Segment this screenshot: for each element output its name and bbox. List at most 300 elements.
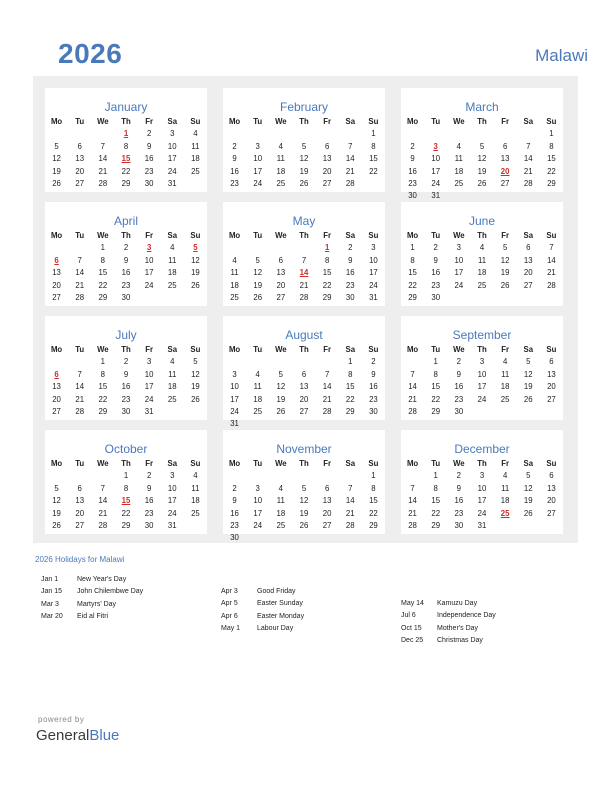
- day-cell: 1: [549, 129, 554, 139]
- day-cell: 2: [433, 243, 438, 253]
- day-cell: 18: [230, 280, 239, 290]
- day-cell: 19: [523, 496, 533, 506]
- day-cell: 30: [345, 292, 355, 302]
- day-cell: 29: [431, 520, 441, 530]
- day-cell: 27: [52, 406, 61, 416]
- day-cell: 21: [98, 508, 108, 518]
- empty-cell: [339, 128, 362, 140]
- empty-cell: [339, 470, 362, 482]
- month-day-grid: [401, 230, 563, 304]
- day-cell: 7: [410, 369, 415, 379]
- holiday-day-cell: 14: [299, 268, 309, 278]
- holiday-day-cell: 15: [121, 154, 131, 164]
- empty-cell: [269, 242, 292, 254]
- weekday-header: Th: [477, 231, 487, 240]
- day-cell: 2: [456, 357, 462, 367]
- weekday-header: Th: [121, 117, 131, 126]
- day-cell: 14: [408, 496, 417, 506]
- day-cell: 6: [278, 255, 284, 265]
- day-cell: 8: [371, 483, 376, 493]
- day-cell: 18: [167, 382, 177, 392]
- weekday-header: Fr: [145, 231, 154, 240]
- day-cell: 31: [167, 520, 177, 530]
- day-cell: 28: [322, 406, 332, 416]
- day-cell: 26: [52, 178, 61, 188]
- day-cell: 20: [75, 166, 85, 176]
- weekday-header: We: [275, 459, 287, 468]
- day-cell: 6: [324, 141, 330, 151]
- day-cell: 14: [322, 382, 332, 392]
- weekday-header: Tu: [431, 117, 441, 126]
- day-cell: 31: [369, 292, 378, 302]
- day-cell: 31: [431, 191, 441, 201]
- day-cell: 7: [348, 141, 353, 151]
- empty-cell: [91, 470, 114, 482]
- weekday-header: We: [275, 231, 287, 240]
- empty-cell: [401, 470, 424, 482]
- weekday-header: Th: [477, 459, 487, 468]
- day-cell: 9: [146, 141, 152, 151]
- day-cell: 19: [191, 382, 200, 392]
- day-cell: 4: [255, 369, 260, 379]
- day-cell: 15: [431, 496, 441, 506]
- day-cell: 8: [123, 483, 129, 493]
- month-day-grid: [45, 458, 207, 532]
- day-cell: 20: [322, 166, 332, 176]
- day-cell: 16: [454, 496, 464, 506]
- holiday-entry: [41, 611, 143, 623]
- weekday-header: We: [97, 345, 109, 354]
- day-cell: 13: [523, 255, 533, 265]
- day-cell: 16: [121, 382, 131, 392]
- holiday-name: Christmas Day: [437, 636, 483, 644]
- day-cell: 29: [121, 178, 131, 188]
- holiday-date: Oct 15: [401, 624, 422, 632]
- holiday-date: Jan 15: [41, 588, 63, 596]
- weekday-header: Mo: [406, 345, 419, 354]
- holiday-date: May 14: [401, 600, 424, 607]
- day-cell: 9: [456, 483, 462, 493]
- month-september: [401, 316, 563, 420]
- holiday-name: Good Friday: [257, 588, 296, 595]
- day-cell: 15: [431, 382, 441, 392]
- day-cell: 20: [52, 394, 61, 404]
- empty-cell: [91, 128, 114, 140]
- month-title: October: [104, 442, 148, 456]
- day-cell: 17: [477, 496, 487, 506]
- day-cell: 8: [348, 369, 353, 379]
- day-cell: 7: [549, 243, 554, 253]
- month-title: March: [465, 100, 499, 114]
- empty-cell: [494, 128, 517, 140]
- day-cell: 17: [253, 166, 263, 176]
- day-cell: 27: [322, 520, 332, 530]
- month-title: December: [454, 442, 510, 456]
- weekday-header: Fr: [501, 231, 510, 240]
- day-cell: 9: [433, 255, 438, 265]
- day-cell: 29: [408, 292, 417, 302]
- month-day-grid: [223, 344, 385, 431]
- weekday-header: Su: [546, 231, 557, 240]
- day-cell: 6: [77, 483, 82, 493]
- day-cell: 4: [278, 141, 284, 151]
- holiday-day-cell: 1: [123, 129, 129, 139]
- holiday-name: Martyrs' Day: [77, 600, 117, 608]
- empty-cell: [246, 242, 269, 254]
- day-cell: 5: [255, 255, 260, 265]
- weekday-header: Th: [299, 459, 309, 468]
- holiday-entry: [401, 598, 496, 610]
- day-cell: 24: [477, 394, 487, 404]
- day-cell: 6: [549, 471, 554, 481]
- holiday-name: Mother's Day: [437, 624, 479, 632]
- day-cell: 1: [100, 357, 106, 367]
- day-cell: 31: [477, 520, 487, 530]
- day-cell: 16: [369, 382, 378, 392]
- month-title: November: [276, 442, 332, 456]
- day-cell: 26: [191, 394, 200, 404]
- month-december: [401, 430, 563, 534]
- day-cell: 4: [456, 141, 462, 151]
- day-cell: 10: [454, 255, 464, 265]
- month-day-grid: [401, 116, 563, 203]
- weekday-header: Sa: [523, 345, 534, 354]
- day-cell: 21: [523, 166, 533, 176]
- empty-cell: [447, 128, 470, 140]
- day-cell: 2: [146, 129, 152, 139]
- day-cell: 3: [146, 357, 152, 367]
- day-cell: 12: [276, 382, 286, 392]
- day-cell: 20: [75, 508, 85, 518]
- day-cell: 23: [431, 280, 441, 290]
- day-cell: 21: [547, 268, 556, 278]
- month-title: February: [279, 100, 329, 114]
- day-cell: 18: [167, 268, 177, 278]
- empty-cell: [246, 128, 269, 140]
- day-cell: 6: [324, 483, 330, 493]
- day-cell: 17: [167, 496, 177, 506]
- month-day-grid: [401, 344, 563, 418]
- day-cell: 7: [324, 369, 330, 379]
- day-cell: 10: [253, 154, 263, 164]
- day-cell: 26: [191, 280, 200, 290]
- day-cell: 27: [322, 178, 332, 188]
- month-day-grid: [223, 458, 385, 545]
- day-cell: 11: [276, 154, 285, 164]
- holiday-date: Apr 6: [221, 612, 238, 620]
- weekday-header: Su: [368, 345, 379, 354]
- holiday-day-cell: 6: [54, 255, 59, 265]
- day-cell: 22: [369, 508, 378, 518]
- day-cell: 25: [276, 520, 286, 530]
- day-cell: 19: [523, 382, 533, 392]
- weekday-header: Tu: [75, 459, 85, 468]
- day-cell: 16: [230, 166, 239, 176]
- day-cell: 27: [500, 178, 510, 188]
- holiday-date: Mar 3: [41, 600, 59, 608]
- day-cell: 24: [253, 178, 263, 188]
- weekday-header: Mo: [406, 231, 419, 240]
- day-cell: 9: [123, 255, 129, 265]
- day-cell: 8: [433, 483, 438, 493]
- day-cell: 22: [408, 280, 417, 290]
- day-cell: 25: [167, 280, 177, 290]
- day-cell: 4: [193, 471, 198, 481]
- day-cell: 24: [454, 280, 464, 290]
- weekday-header: Su: [190, 231, 201, 240]
- day-cell: 30: [144, 520, 154, 530]
- empty-cell: [68, 128, 91, 140]
- day-cell: 18: [500, 382, 510, 392]
- day-cell: 27: [547, 394, 556, 404]
- day-cell: 3: [255, 483, 260, 493]
- holiday-day-cell: 3: [433, 141, 438, 151]
- holiday-name: Eid al Fitri: [77, 612, 109, 620]
- weekday-header: Mo: [228, 231, 241, 240]
- day-cell: 4: [278, 483, 284, 493]
- weekday-header: Tu: [431, 459, 441, 468]
- weekday-header: Su: [190, 117, 201, 126]
- month-day-grid: [223, 230, 385, 304]
- day-cell: 18: [500, 496, 510, 506]
- month-july: [45, 316, 207, 420]
- day-cell: 21: [408, 394, 417, 404]
- empty-cell: [269, 470, 292, 482]
- day-cell: 1: [433, 357, 438, 367]
- empty-cell: [470, 128, 493, 140]
- weekday-header: We: [97, 117, 109, 126]
- weekday-header: Sa: [345, 459, 356, 468]
- month-day-grid: [45, 344, 207, 418]
- day-cell: 28: [75, 292, 85, 302]
- day-cell: 11: [477, 255, 487, 265]
- day-cell: 12: [191, 369, 200, 379]
- day-cell: 28: [547, 280, 556, 290]
- day-cell: 18: [191, 154, 200, 164]
- day-cell: 17: [477, 382, 487, 392]
- day-cell: 15: [369, 496, 378, 506]
- day-cell: 2: [123, 243, 129, 253]
- day-cell: 6: [301, 369, 307, 379]
- day-cell: 30: [454, 406, 464, 416]
- weekday-header: We: [97, 231, 109, 240]
- day-cell: 26: [500, 280, 510, 290]
- weekday-header: Sa: [523, 459, 534, 468]
- holiday-day-cell: 1: [324, 243, 330, 253]
- day-cell: 27: [299, 406, 309, 416]
- day-cell: 19: [253, 280, 263, 290]
- day-cell: 4: [502, 357, 508, 367]
- weekday-header: Sa: [167, 345, 178, 354]
- day-cell: 23: [144, 166, 154, 176]
- weekday-header: Mo: [228, 459, 241, 468]
- day-cell: 5: [301, 483, 307, 493]
- day-cell: 3: [170, 129, 175, 139]
- day-cell: 28: [345, 178, 355, 188]
- day-cell: 25: [230, 292, 239, 302]
- day-cell: 23: [454, 394, 464, 404]
- weekday-header: Tu: [75, 345, 85, 354]
- day-cell: 5: [54, 483, 59, 493]
- weekday-header: Fr: [323, 231, 332, 240]
- day-cell: 18: [276, 508, 286, 518]
- day-cell: 5: [278, 369, 284, 379]
- day-cell: 9: [146, 483, 152, 493]
- day-cell: 29: [98, 406, 108, 416]
- day-cell: 7: [100, 483, 106, 493]
- weekday-header: Tu: [253, 231, 263, 240]
- day-cell: 22: [322, 280, 332, 290]
- day-cell: 19: [299, 508, 309, 518]
- day-cell: 25: [191, 166, 200, 176]
- day-cell: 2: [456, 471, 462, 481]
- day-cell: 6: [502, 141, 508, 151]
- day-cell: 29: [98, 292, 108, 302]
- day-cell: 9: [348, 255, 353, 265]
- weekday-header: Su: [546, 459, 557, 468]
- holiday-day-cell: 3: [146, 243, 152, 253]
- holiday-day-cell: 5: [193, 243, 198, 253]
- holiday-day-cell: 25: [500, 508, 510, 518]
- weekday-header: Su: [546, 117, 557, 126]
- holiday-date: Apr 5: [221, 600, 238, 608]
- day-cell: 25: [500, 394, 510, 404]
- day-cell: 8: [549, 141, 554, 151]
- day-cell: 8: [433, 369, 438, 379]
- weekday-header: Su: [546, 345, 557, 354]
- day-cell: 26: [299, 178, 309, 188]
- day-cell: 20: [299, 394, 309, 404]
- day-cell: 29: [322, 292, 332, 302]
- day-cell: 1: [371, 471, 376, 481]
- month-day-grid: [223, 116, 385, 190]
- day-cell: 18: [477, 268, 487, 278]
- empty-cell: [68, 470, 91, 482]
- day-cell: 1: [100, 243, 106, 253]
- day-cell: 21: [322, 394, 332, 404]
- day-cell: 22: [345, 394, 355, 404]
- day-cell: 28: [408, 520, 417, 530]
- day-cell: 4: [502, 471, 508, 481]
- day-cell: 11: [501, 369, 510, 379]
- day-cell: 23: [369, 394, 378, 404]
- day-cell: 13: [75, 154, 85, 164]
- day-cell: 19: [52, 166, 61, 176]
- country-name: Malawi: [535, 46, 588, 65]
- day-cell: 23: [408, 178, 417, 188]
- holiday-entry: [401, 610, 496, 622]
- day-cell: 17: [144, 382, 154, 392]
- day-cell: 26: [523, 508, 533, 518]
- day-cell: 1: [371, 129, 376, 139]
- holiday-column: [221, 586, 304, 635]
- day-cell: 7: [410, 483, 415, 493]
- weekday-header: Sa: [167, 459, 178, 468]
- day-cell: 26: [276, 406, 286, 416]
- month-title: August: [285, 328, 323, 342]
- day-cell: 15: [369, 154, 378, 164]
- weekday-header: Fr: [501, 459, 510, 468]
- day-cell: 16: [408, 166, 417, 176]
- weekday-header: Tu: [431, 345, 441, 354]
- day-cell: 27: [276, 292, 286, 302]
- day-cell: 27: [75, 178, 85, 188]
- day-cell: 9: [232, 496, 237, 506]
- day-cell: 11: [230, 268, 239, 278]
- weekday-header: Fr: [323, 117, 332, 126]
- day-cell: 27: [523, 280, 533, 290]
- day-cell: 26: [52, 520, 61, 530]
- weekday-header: Th: [121, 231, 131, 240]
- day-cell: 15: [322, 268, 332, 278]
- day-cell: 9: [232, 154, 237, 164]
- month-march: [401, 88, 563, 201]
- day-cell: 11: [454, 154, 463, 164]
- day-cell: 25: [191, 508, 200, 518]
- day-cell: 6: [77, 141, 82, 151]
- day-cell: 11: [501, 483, 510, 493]
- day-cell: 24: [369, 280, 378, 290]
- holiday-date: Mar 20: [41, 612, 63, 620]
- weekday-header: Fr: [145, 345, 154, 354]
- month-may: [223, 202, 385, 306]
- empty-cell: [45, 356, 68, 368]
- day-cell: 1: [433, 471, 438, 481]
- day-cell: 9: [123, 369, 129, 379]
- day-cell: 6: [526, 243, 531, 253]
- holiday-entry: [221, 611, 304, 623]
- day-cell: 23: [144, 508, 154, 518]
- day-cell: 11: [191, 141, 200, 151]
- day-cell: 23: [345, 280, 355, 290]
- holiday-day-cell: 6: [54, 369, 59, 379]
- empty-cell: [223, 356, 246, 368]
- day-cell: 20: [52, 280, 61, 290]
- weekday-header: Th: [477, 345, 487, 354]
- weekday-header: We: [97, 459, 109, 468]
- day-cell: 10: [477, 483, 487, 493]
- day-cell: 3: [371, 243, 376, 253]
- empty-cell: [424, 128, 447, 140]
- month-november: [223, 430, 385, 543]
- day-cell: 10: [144, 369, 154, 379]
- day-cell: 18: [191, 496, 200, 506]
- day-cell: 9: [410, 154, 415, 164]
- holiday-name: Independence Day: [437, 612, 496, 620]
- day-cell: 23: [121, 280, 131, 290]
- day-cell: 13: [299, 382, 309, 392]
- day-cell: 19: [477, 166, 487, 176]
- day-cell: 25: [454, 178, 464, 188]
- weekday-header: Fr: [323, 345, 332, 354]
- day-cell: 3: [456, 243, 462, 253]
- weekday-header: Sa: [523, 117, 534, 126]
- day-cell: 19: [500, 268, 510, 278]
- day-cell: 20: [523, 268, 533, 278]
- holiday-name: Easter Sunday: [257, 600, 303, 608]
- day-cell: 28: [98, 178, 108, 188]
- day-cell: 25: [253, 406, 263, 416]
- day-cell: 10: [477, 369, 487, 379]
- weekday-header: Tu: [75, 231, 85, 240]
- day-cell: 30: [230, 533, 239, 543]
- month-day-grid: [45, 116, 207, 190]
- day-cell: 8: [371, 141, 376, 151]
- day-cell: 31: [230, 419, 239, 429]
- day-cell: 10: [431, 154, 441, 164]
- empty-cell: [68, 356, 91, 368]
- day-cell: 3: [232, 369, 237, 379]
